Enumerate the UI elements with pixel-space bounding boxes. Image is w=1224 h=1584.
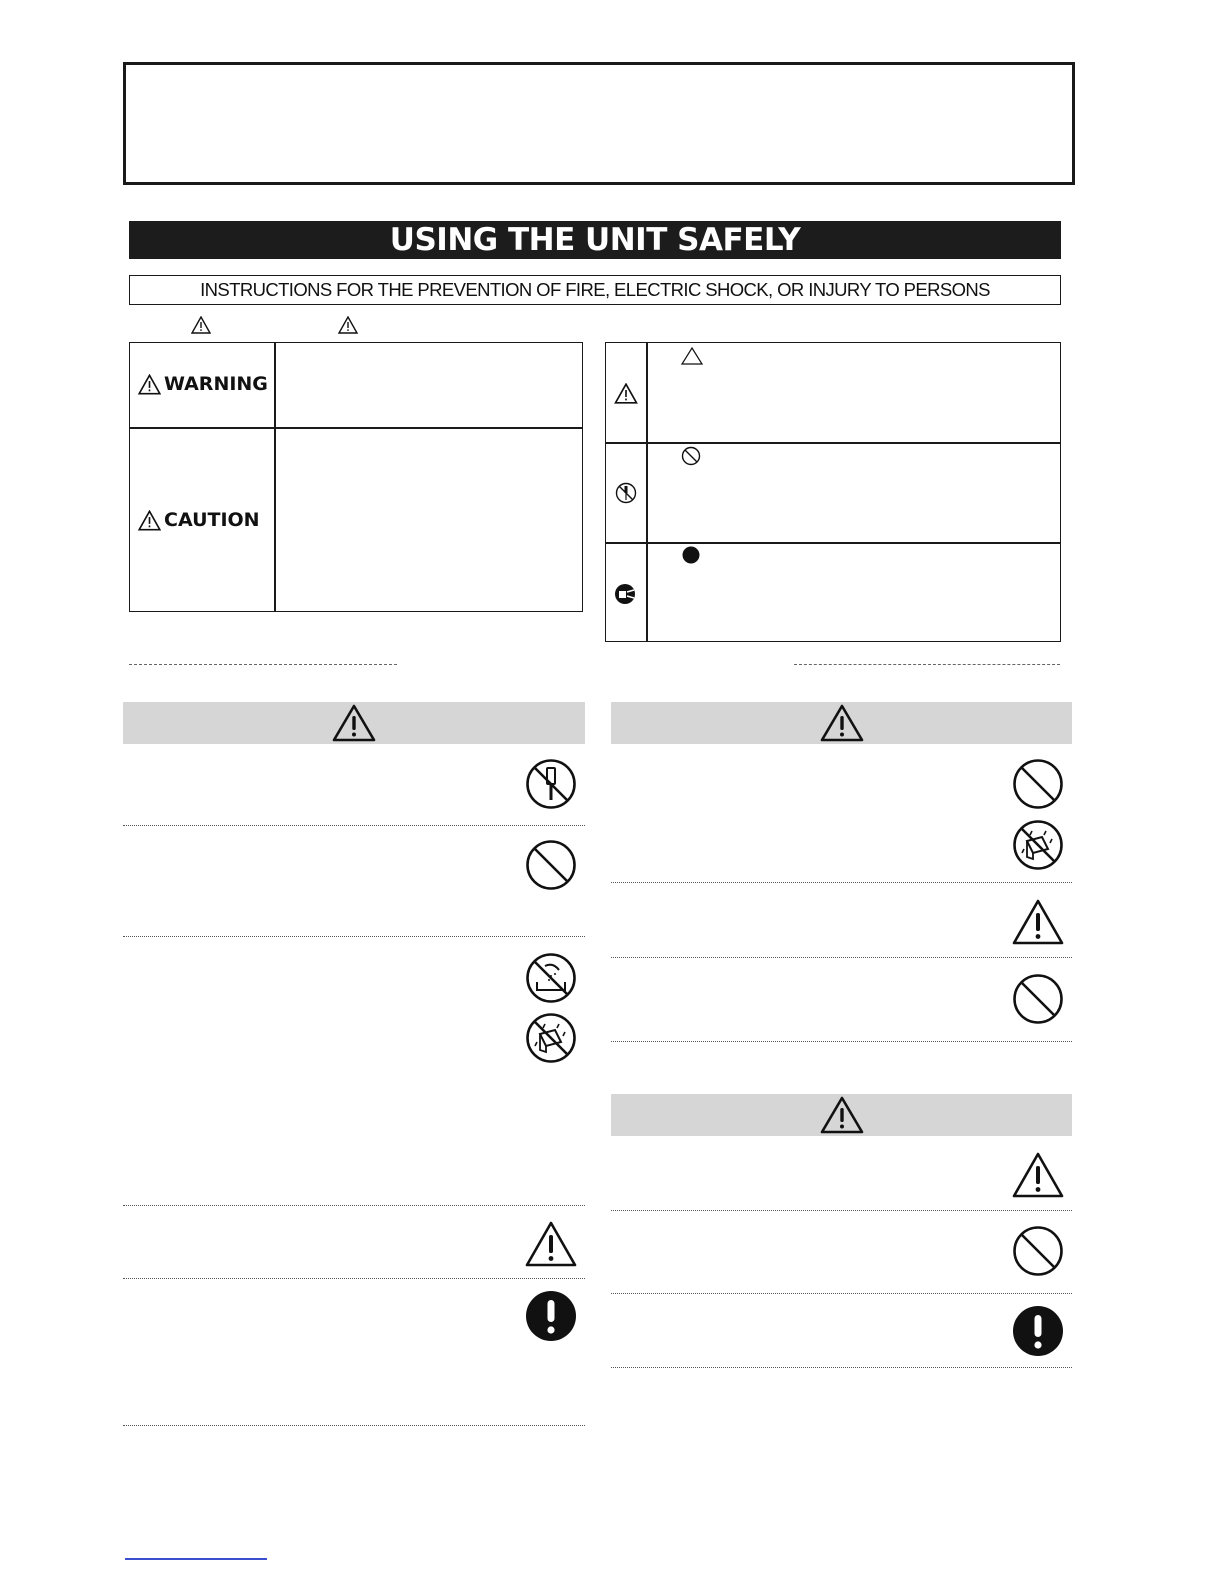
page-title: USING THE UNIT SAFELY [129, 221, 1061, 259]
item-divider [611, 882, 1072, 883]
warning-label-text: WARNING [164, 373, 268, 395]
warning-triangle-icon [338, 316, 358, 334]
item-divider [611, 1293, 1072, 1294]
separator-line [129, 664, 397, 665]
header-frame [123, 62, 1075, 185]
separator-line [794, 664, 1060, 665]
item-divider [123, 1425, 585, 1426]
warning-label [138, 373, 268, 395]
triangle-symbol-icon [681, 347, 703, 365]
warning-triangle-icon [332, 704, 376, 742]
left-warning-header [123, 702, 585, 744]
prohibited-icon [1012, 1225, 1064, 1277]
warning-triangle-icon [1011, 1151, 1065, 1199]
no-disassemble-icon [525, 758, 577, 810]
item-divider [611, 957, 1072, 958]
unplug-icon [614, 583, 638, 605]
mandatory-icon [1012, 1305, 1064, 1357]
no-wet-icon [1012, 819, 1064, 871]
warning-triangle-icon [1011, 898, 1065, 946]
no-disassemble-icon [615, 482, 637, 504]
caution-label-text: CAUTION [164, 509, 260, 531]
item-divider [123, 1205, 585, 1206]
item-divider [611, 1041, 1072, 1042]
item-divider [123, 1278, 585, 1279]
mandatory-icon [525, 1290, 577, 1342]
right-warning-header [611, 702, 1072, 744]
warning-triangle-icon [191, 316, 211, 334]
warning-triangle-icon [614, 383, 638, 404]
warning-triangle-icon [820, 704, 864, 742]
symbol-legend-table [605, 342, 1061, 642]
right-caution-header [611, 1094, 1072, 1136]
no-water-icon [525, 952, 577, 1004]
page-subtitle: INSTRUCTIONS FOR THE PREVENTION OF FIRE, ELECTRIC SHOCK, OR INJURY TO PERSONS [129, 275, 1061, 305]
legend-table [129, 342, 583, 612]
caution-label [138, 509, 260, 531]
item-divider [123, 825, 585, 826]
prohibited-icon [1012, 973, 1064, 1025]
item-divider [611, 1367, 1072, 1368]
warning-triangle-icon [138, 510, 161, 531]
warning-triangle-icon [820, 1096, 864, 1134]
prohibited-icon [1012, 758, 1064, 810]
prohibited-symbol-icon [681, 446, 701, 466]
footer-link-line [125, 1558, 267, 1560]
no-wet-icon [525, 1012, 577, 1064]
prohibited-icon [525, 839, 577, 891]
warning-triangle-icon [524, 1220, 578, 1268]
item-divider [123, 936, 585, 937]
warning-triangle-icon [138, 374, 161, 395]
mandatory-symbol-icon [682, 546, 700, 564]
item-divider [611, 1210, 1072, 1211]
